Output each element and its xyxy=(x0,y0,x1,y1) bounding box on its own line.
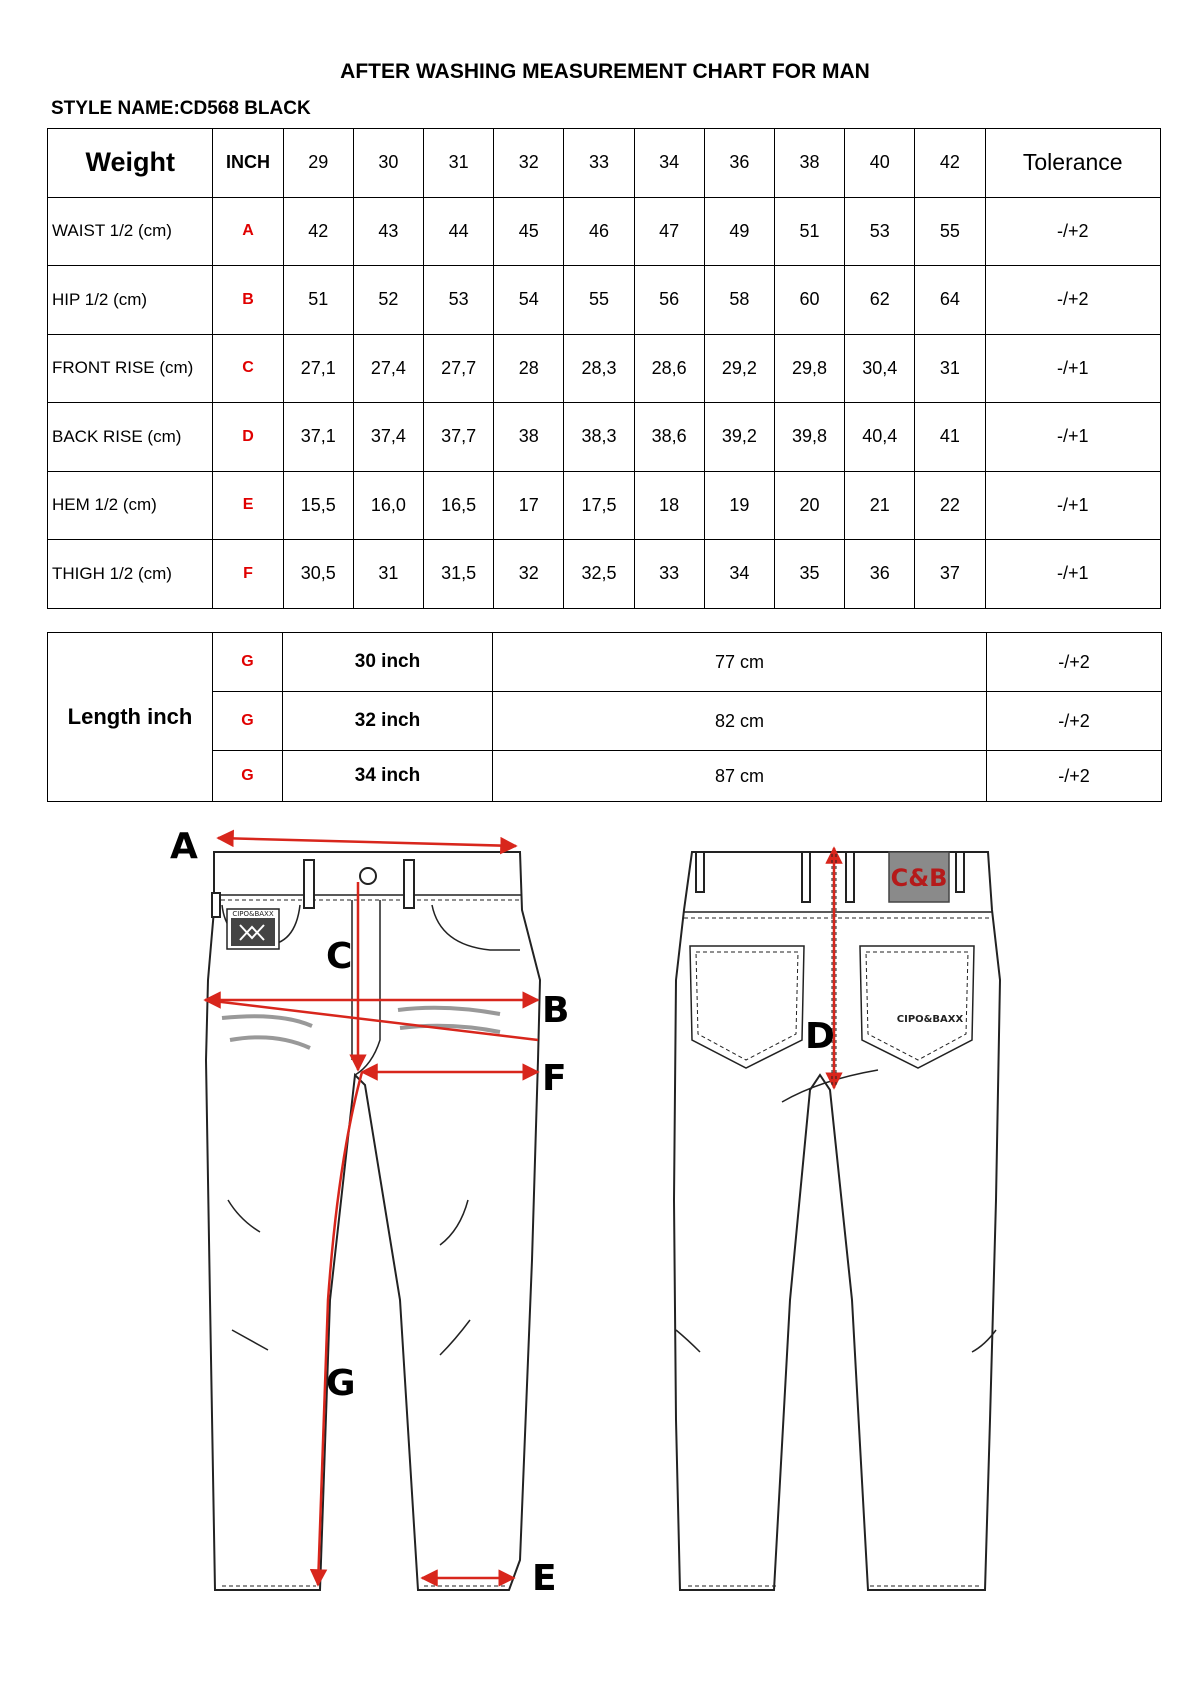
row-value: 15,5 xyxy=(283,471,353,540)
row-label: FRONT RISE (cm) xyxy=(48,334,213,403)
row-value: 40,4 xyxy=(845,403,915,472)
length-tolerance: -/+2 xyxy=(987,751,1162,802)
row-tolerance: -/+2 xyxy=(985,197,1161,266)
row-value: 28 xyxy=(494,334,564,403)
brand-patch-text: C&B xyxy=(890,864,948,892)
row-code: F xyxy=(213,540,283,609)
row-value: 20 xyxy=(774,471,844,540)
row-value: 32,5 xyxy=(564,540,634,609)
measurement-row xyxy=(48,334,1161,403)
front-pocket-brand: CIPO&BAXX xyxy=(232,910,274,918)
header-size: 42 xyxy=(915,129,985,198)
row-tolerance: -/+1 xyxy=(985,540,1161,609)
row-value: 31,5 xyxy=(424,540,494,609)
row-value: 51 xyxy=(774,197,844,266)
row-value: 53 xyxy=(845,197,915,266)
row-code: A xyxy=(213,197,283,266)
length-code: G xyxy=(213,633,283,692)
row-value: 53 xyxy=(424,266,494,335)
row-tolerance: -/+1 xyxy=(985,403,1161,472)
header-size: 31 xyxy=(424,129,494,198)
row-value: 58 xyxy=(704,266,774,335)
row-value: 16,0 xyxy=(353,471,423,540)
header-size: 40 xyxy=(845,129,915,198)
row-value: 55 xyxy=(915,197,985,266)
row-value: 56 xyxy=(634,266,704,335)
row-label: HEM 1/2 (cm) xyxy=(48,471,213,540)
length-inch: 30 inch xyxy=(283,633,493,692)
length-row xyxy=(48,692,1162,751)
length-cm: 77 cm xyxy=(493,633,987,692)
length-tolerance: -/+2 xyxy=(987,692,1162,751)
dimension-letter-g: G xyxy=(326,1363,356,1404)
row-value: 49 xyxy=(704,197,774,266)
row-value: 39,8 xyxy=(774,403,844,472)
header-size: 34 xyxy=(634,129,704,198)
header-inch: INCH xyxy=(213,129,283,198)
row-code: E xyxy=(213,471,283,540)
front-pocket-logo xyxy=(231,910,275,946)
row-value: 21 xyxy=(845,471,915,540)
row-value: 39,2 xyxy=(704,403,774,472)
row-value: 17,5 xyxy=(564,471,634,540)
row-value: 27,4 xyxy=(353,334,423,403)
row-value: 18 xyxy=(634,471,704,540)
header-tolerance: Tolerance xyxy=(985,129,1161,198)
row-value: 38 xyxy=(494,403,564,472)
front-view xyxy=(206,852,540,1590)
row-value: 37 xyxy=(915,540,985,609)
row-value: 19 xyxy=(704,471,774,540)
row-value: 29,2 xyxy=(704,334,774,403)
row-value: 44 xyxy=(424,197,494,266)
header-size: 32 xyxy=(494,129,564,198)
header-row xyxy=(48,129,1161,198)
length-cm: 82 cm xyxy=(493,692,987,751)
row-value: 17 xyxy=(494,471,564,540)
row-value: 35 xyxy=(774,540,844,609)
row-value: 54 xyxy=(494,266,564,335)
row-value: 38,6 xyxy=(634,403,704,472)
jeans-technical-drawing xyxy=(0,800,1200,1620)
page-title: AFTER WASHING MEASUREMENT CHART FOR MAN xyxy=(340,60,870,83)
row-value: 51 xyxy=(283,266,353,335)
row-tolerance: -/+1 xyxy=(985,471,1161,540)
dimension-letter-f: F xyxy=(542,1058,567,1099)
length-table xyxy=(47,632,1162,802)
length-label: Length inch xyxy=(48,633,213,802)
dimension-letter-e: E xyxy=(532,1558,557,1599)
row-value: 33 xyxy=(634,540,704,609)
row-value: 30,5 xyxy=(283,540,353,609)
row-label: BACK RISE (cm) xyxy=(48,403,213,472)
length-inch: 34 inch xyxy=(283,751,493,802)
measurement-row xyxy=(48,403,1161,472)
measure-line-g xyxy=(318,1072,362,1585)
dimension-letter-d: D xyxy=(805,1016,835,1057)
back-view xyxy=(674,852,1000,1590)
length-tolerance: -/+2 xyxy=(987,633,1162,692)
length-code: G xyxy=(213,692,283,751)
dimension-letter-c: C xyxy=(326,936,353,977)
length-cm: 87 cm xyxy=(493,751,987,802)
row-value: 36 xyxy=(845,540,915,609)
row-value: 42 xyxy=(283,197,353,266)
row-code: C xyxy=(213,334,283,403)
measurement-row xyxy=(48,266,1161,335)
header-size: 33 xyxy=(564,129,634,198)
row-value: 30,4 xyxy=(845,334,915,403)
length-code: G xyxy=(213,751,283,802)
row-value: 41 xyxy=(915,403,985,472)
header-size: 38 xyxy=(774,129,844,198)
row-value: 27,1 xyxy=(283,334,353,403)
row-value: 37,1 xyxy=(283,403,353,472)
measurement-row xyxy=(48,471,1161,540)
dimension-letter-b: B xyxy=(542,990,570,1031)
row-value: 31 xyxy=(915,334,985,403)
style-name: STYLE NAME:CD568 BLACK xyxy=(51,98,311,119)
row-value: 46 xyxy=(564,197,634,266)
row-label: THIGH 1/2 (cm) xyxy=(48,540,213,609)
length-inch: 32 inch xyxy=(283,692,493,751)
row-value: 28,6 xyxy=(634,334,704,403)
dimension-letter-a: A xyxy=(170,826,198,867)
row-value: 62 xyxy=(845,266,915,335)
row-value: 31 xyxy=(353,540,423,609)
row-value: 45 xyxy=(494,197,564,266)
back-pocket-brand: CIPO&BAXX xyxy=(896,1014,964,1025)
brand-patch xyxy=(889,852,949,902)
header-size: 36 xyxy=(704,129,774,198)
row-value: 28,3 xyxy=(564,334,634,403)
row-value: 37,7 xyxy=(424,403,494,472)
row-tolerance: -/+2 xyxy=(985,266,1161,335)
measurement-table xyxy=(47,128,1161,609)
row-code: B xyxy=(213,266,283,335)
length-row xyxy=(48,633,1162,692)
row-code: D xyxy=(213,403,283,472)
row-value: 34 xyxy=(704,540,774,609)
row-value: 27,7 xyxy=(424,334,494,403)
length-row xyxy=(48,751,1162,802)
measurement-row xyxy=(48,197,1161,266)
header-size: 30 xyxy=(353,129,423,198)
row-label: HIP 1/2 (cm) xyxy=(48,266,213,335)
measure-line-b-diag xyxy=(205,1000,538,1040)
header-size: 29 xyxy=(283,129,353,198)
measure-line-a xyxy=(218,838,516,846)
measurement-row xyxy=(48,540,1161,609)
row-value: 64 xyxy=(915,266,985,335)
row-value: 37,4 xyxy=(353,403,423,472)
row-value: 52 xyxy=(353,266,423,335)
row-value: 32 xyxy=(494,540,564,609)
row-value: 38,3 xyxy=(564,403,634,472)
row-value: 22 xyxy=(915,471,985,540)
row-value: 43 xyxy=(353,197,423,266)
row-value: 16,5 xyxy=(424,471,494,540)
row-value: 60 xyxy=(774,266,844,335)
row-value: 47 xyxy=(634,197,704,266)
row-value: 55 xyxy=(564,266,634,335)
header-weight: Weight xyxy=(48,129,213,198)
row-tolerance: -/+1 xyxy=(985,334,1161,403)
row-label: WAIST 1/2 (cm) xyxy=(48,197,213,266)
row-value: 29,8 xyxy=(774,334,844,403)
